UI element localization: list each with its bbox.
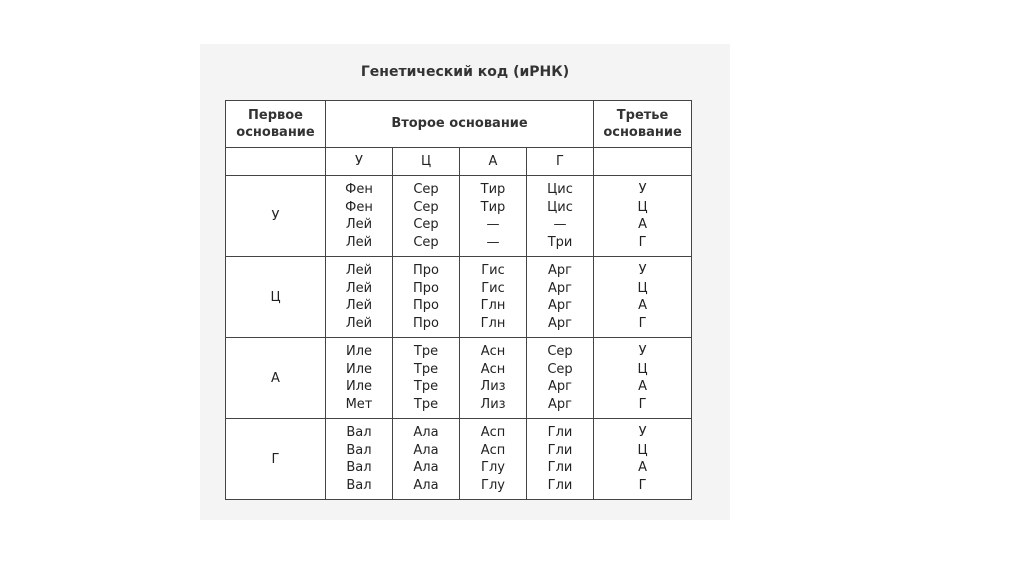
first-base-header <box>226 101 326 148</box>
amino-acid-cell <box>326 419 393 500</box>
amino-acid: Вал <box>346 425 372 440</box>
amino-acid: Мет <box>345 396 373 412</box>
amino-acid: Вал <box>346 460 372 475</box>
amino-acid: Вал <box>346 442 372 458</box>
amino-acid: Ала <box>413 477 439 493</box>
amino-acid-cell <box>393 338 460 419</box>
amino-acid-cell <box>326 338 393 419</box>
third-base-header-line: основание <box>603 125 682 140</box>
amino-acid: Иле <box>345 344 373 359</box>
third-base-label: У <box>638 263 647 278</box>
genetic-code-table <box>225 100 692 500</box>
amino-acid: Лей <box>345 217 373 232</box>
amino-acid: Асп <box>480 442 506 458</box>
codon-group-row <box>226 338 692 419</box>
first-base-header-line: Первое <box>248 107 303 123</box>
second-base-row <box>226 148 692 176</box>
amino-acid: Арг <box>548 298 573 313</box>
amino-acid: Арг <box>548 315 573 331</box>
third-base-header-line: Третье <box>616 107 669 123</box>
amino-acid: Тре <box>413 361 439 377</box>
third-base-label: Ц <box>637 361 648 377</box>
codon-group-row <box>226 257 692 338</box>
amino-acid: Цис <box>547 182 573 197</box>
third-base-label: Г <box>638 477 647 493</box>
amino-acid-cell <box>326 257 393 338</box>
amino-acid: Тре <box>413 379 439 394</box>
amino-acid: Лей <box>345 263 373 278</box>
amino-acid: Про <box>413 315 439 331</box>
amino-acid: Сер <box>547 361 573 377</box>
amino-acid: Арг <box>548 379 573 394</box>
amino-acid: Лиз <box>480 379 506 394</box>
amino-acid: — <box>486 217 500 232</box>
amino-acid: Иле <box>345 379 373 394</box>
amino-acid: Гли <box>547 477 573 493</box>
amino-acid-cell <box>393 257 460 338</box>
amino-acid: Сер <box>547 344 573 359</box>
amino-acid: Ала <box>413 425 439 440</box>
amino-acid: Про <box>413 298 439 313</box>
second-base-label: Ц <box>393 148 460 176</box>
amino-acid: Гис <box>481 280 505 296</box>
amino-acid: Лей <box>345 298 373 313</box>
third-base-label: У <box>638 425 647 440</box>
third-base-label: А <box>638 217 647 232</box>
table-title: Генетический код (иРНК) <box>360 64 570 80</box>
amino-acid: Ала <box>413 442 439 458</box>
third-base-cell <box>594 419 692 500</box>
amino-acid-cell <box>393 176 460 257</box>
amino-acid: Гли <box>547 460 573 475</box>
third-base-label: Г <box>638 396 647 412</box>
amino-acid-cell <box>460 338 527 419</box>
amino-acid: Глн <box>480 315 506 331</box>
amino-acid: Тир <box>480 199 506 215</box>
amino-acid: Тре <box>413 344 439 359</box>
third-base-header <box>594 101 692 148</box>
amino-acid: Иле <box>345 361 373 377</box>
amino-acid: Тир <box>480 182 506 197</box>
genetic-code-figure <box>200 44 730 520</box>
third-base-cell <box>594 176 692 257</box>
third-base-cell <box>594 338 692 419</box>
amino-acid: Фен <box>345 182 373 197</box>
amino-acid: Цис <box>547 199 573 215</box>
third-base-label: Г <box>638 234 647 250</box>
first-base-label: Ц <box>226 257 326 338</box>
empty-cell <box>594 148 692 176</box>
amino-acid: Глу <box>481 477 505 493</box>
amino-acid-cell <box>527 257 594 338</box>
first-base-label: Г <box>226 419 326 500</box>
amino-acid: Асп <box>480 425 506 440</box>
amino-acid: Сер <box>413 234 439 250</box>
second-base-label: Г <box>527 148 594 176</box>
amino-acid: Фен <box>345 199 373 215</box>
third-base-label: Ц <box>637 442 648 458</box>
third-base-label: Г <box>638 315 647 331</box>
amino-acid: Про <box>413 263 439 278</box>
amino-acid-cell <box>527 419 594 500</box>
amino-acid: Асн <box>480 361 506 377</box>
amino-acid-cell <box>460 419 527 500</box>
amino-acid: Лей <box>345 315 373 331</box>
amino-acid: Арг <box>548 396 573 412</box>
amino-acid: Ала <box>413 460 439 475</box>
amino-acid: — <box>486 234 500 250</box>
amino-acid: Лей <box>345 280 373 296</box>
amino-acid-cell <box>326 176 393 257</box>
amino-acid: Глн <box>480 298 506 313</box>
amino-acid: Вал <box>346 477 372 493</box>
third-base-label: У <box>638 182 647 197</box>
empty-cell <box>226 148 326 176</box>
amino-acid: Лиз <box>480 396 506 412</box>
amino-acid: Про <box>413 280 439 296</box>
amino-acid: Сер <box>413 199 439 215</box>
amino-acid: Лей <box>345 234 373 250</box>
third-base-label: Ц <box>637 280 648 296</box>
third-base-label: А <box>638 298 647 313</box>
header-row <box>226 101 692 148</box>
third-base-label: А <box>638 379 647 394</box>
codon-groups <box>226 176 692 500</box>
amino-acid: Тре <box>413 396 439 412</box>
amino-acid-cell <box>527 176 594 257</box>
amino-acid: Гли <box>547 425 573 440</box>
third-base-cell <box>594 257 692 338</box>
amino-acid: Гли <box>547 442 573 458</box>
codon-group-row <box>226 176 692 257</box>
second-base-header: Второе основание <box>326 101 594 148</box>
amino-acid: Асн <box>480 344 506 359</box>
amino-acid-cell <box>527 338 594 419</box>
amino-acid: — <box>553 217 567 232</box>
first-base-label: У <box>226 176 326 257</box>
third-base-label: А <box>638 460 647 475</box>
amino-acid: Арг <box>548 280 573 296</box>
amino-acid-cell <box>393 419 460 500</box>
codon-group-row <box>226 419 692 500</box>
third-base-label: Ц <box>637 199 648 215</box>
third-base-label: У <box>638 344 647 359</box>
amino-acid-cell <box>460 176 527 257</box>
amino-acid: Сер <box>413 217 439 232</box>
amino-acid: Сер <box>413 182 439 197</box>
second-base-label: У <box>326 148 393 176</box>
amino-acid: Три <box>547 234 573 250</box>
amino-acid: Гис <box>481 263 505 278</box>
amino-acid: Арг <box>548 263 573 278</box>
first-base-label: А <box>226 338 326 419</box>
first-base-header-line: основание <box>236 125 315 140</box>
second-base-label: А <box>460 148 527 176</box>
amino-acid-cell <box>460 257 527 338</box>
amino-acid: Глу <box>481 460 505 475</box>
